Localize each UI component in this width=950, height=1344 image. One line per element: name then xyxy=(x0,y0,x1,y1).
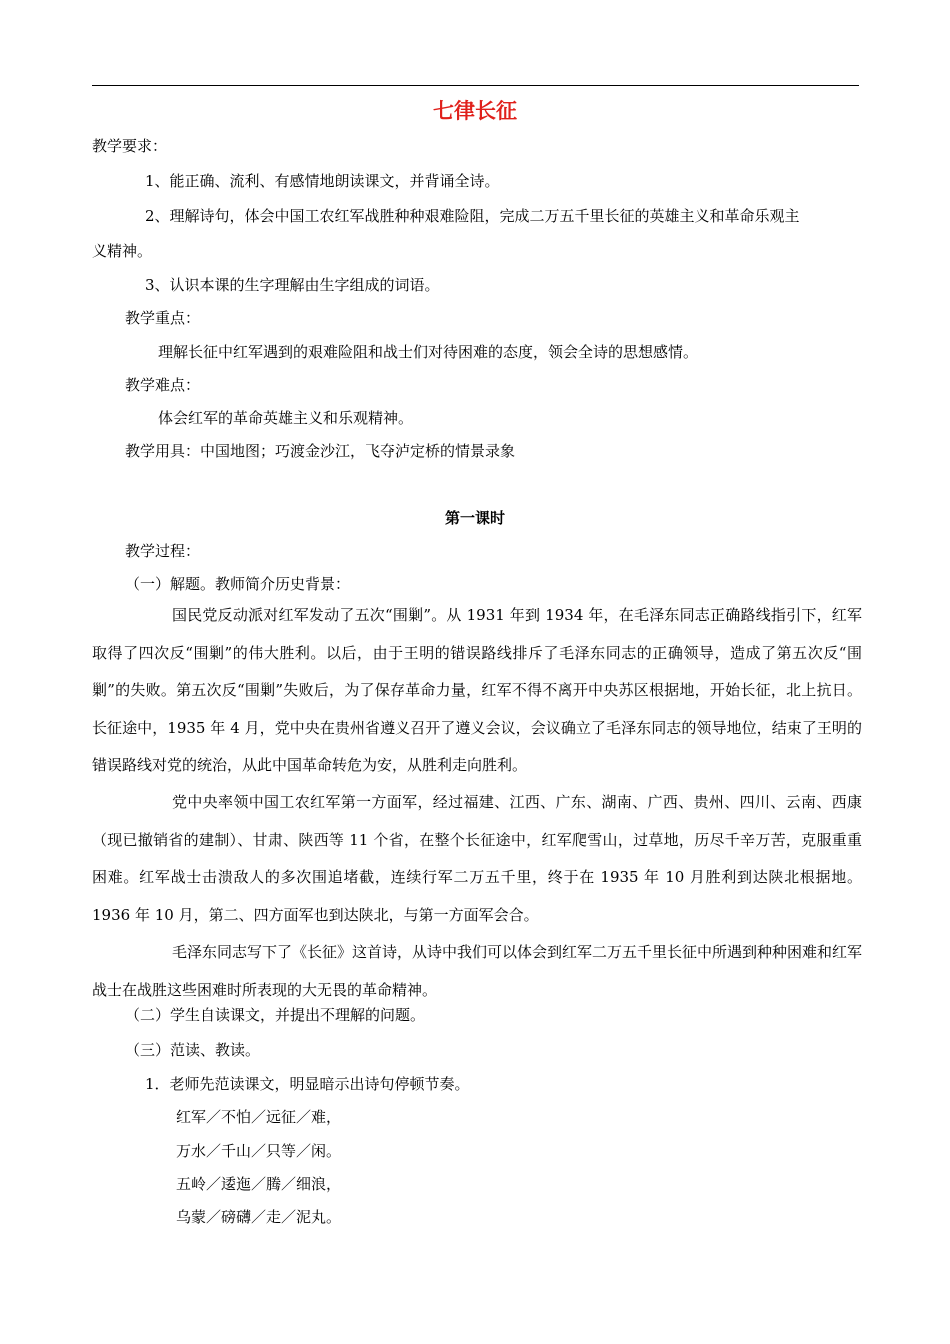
requirements-heading: 教学要求： xyxy=(92,137,168,155)
key-point-text: 理解长征中红军遇到的艰难险阻和战士们对待困难的态度，领会全诗的思想感情。 xyxy=(158,343,699,361)
poem-line-1: 红军／不怕／远征／难， xyxy=(176,1108,342,1126)
difficulty-text: 体会红军的革命英雄主义和乐观精神。 xyxy=(158,409,414,427)
background-paragraph-2: 党中央率领中国工农红军第一方面军，经过福建、江西、广东、湖南、广西、贵州、四川、云南、西康（现已撤销省的建制）、甘肃、陕西等 11 个省，在整个长征途中，红军爬雪山，过草地，历尽千辛万苦，克服重重困难。红军战士击溃敌人的多次围追堵截，连续行军二万五千里，终于在 1935 年 10 月胜利到达陕北根据地。1936 年 10 月，第二、四方面军也到达陕北，与第一方面军会合。 xyxy=(92,793,862,924)
requirement-item-2-cont: 义精神。 xyxy=(92,242,153,260)
requirement-item-2: 2、理解诗句，体会中国工农红军战胜种种艰难险阻，完成二万五千里长征的英雄主义和革命乐观主 xyxy=(145,207,800,225)
section2: （二）学生自读课文，并提出不理解的问题。 xyxy=(125,1006,426,1024)
poem-line-3: 五岭／逶迤／腾／细浪， xyxy=(176,1175,342,1193)
requirement-item-3: 3、认识本课的生字理解由生字组成的词语。 xyxy=(145,276,440,294)
teaching-tools: 教学用具：中国地图；巧渡金沙江，飞夺泸定桥的情景录象 xyxy=(125,442,516,460)
poem-line-4: 乌蒙／磅礴／走／泥丸。 xyxy=(176,1208,342,1226)
key-point-heading: 教学重点： xyxy=(125,309,201,327)
document-title: 七律长征 xyxy=(433,98,517,123)
requirement-item-1: 1、能正确、流利、有感情地朗读课文，并背诵全诗。 xyxy=(145,172,500,190)
poem-line-2: 万水／千山／只等／闲。 xyxy=(176,1142,342,1160)
background-paragraph-1: 国民党反动派对红军发动了五次“围剿”。从 1931 年到 1934 年，在毛泽东同志正确路线指引下，红军取得了四次反“围剿”的伟大胜利。以后，由于王明的错误路线排斥了毛泽东同志的正确领导，造成了第五次反“围剿”的失败。第五次反“围剿”失败后，为了保存革命力量，红军不得不离开中央苏区根据地，开始长征，北上抗日。长征途中，1935 年 4 月，党中央在贵州省遵义召开了遵义会议，会议确立了毛泽东同志的领导地位，结束了王明的错误路线对党的统治，从此中国革命转危为安，从胜利走向胜利。 xyxy=(92,606,862,774)
lesson-title: 第一课时 xyxy=(444,509,505,527)
section1-heading: （一）解题。教师简介历史背景： xyxy=(125,575,351,593)
step1: 1．老师先范读课文，明显暗示出诗句停顿节奏。 xyxy=(145,1075,470,1093)
section3: （三）范读、教读。 xyxy=(125,1041,261,1059)
background-paragraph-3: 毛泽东同志写下了《长征》这首诗，从诗中我们可以体会到红军二万五千里长征中所遇到种种困难和红军战士在战胜这些困难时所表现的大无畏的革命精神。 xyxy=(92,943,863,999)
process-heading: 教学过程： xyxy=(125,542,201,560)
difficulty-heading: 教学难点： xyxy=(125,376,201,394)
header-rule xyxy=(92,85,859,86)
